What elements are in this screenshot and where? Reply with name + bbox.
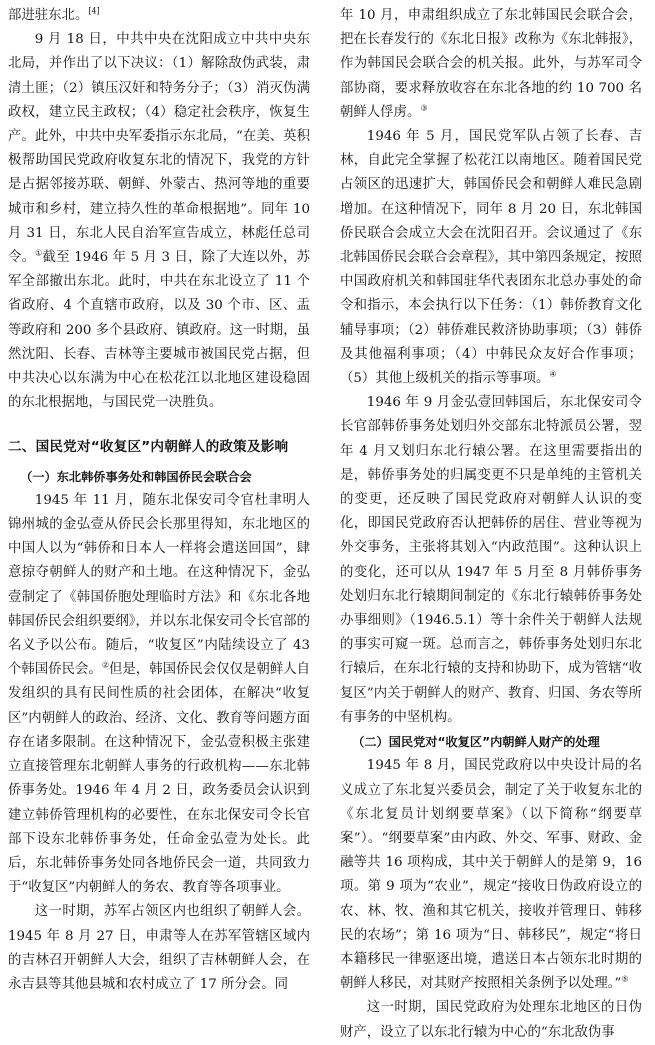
paragraph-text: 9 月 18 日，中共中央在沈阳成立中共中央东北局，并作出了以下决议：（1）解除敌伪武装，肃清土匪；（2）镇压汉奸和特务分子；（3）消灭伪满政权，建立民主政权；（4）稳定社会秩序，恢复生产。此外，中共中央军委指示东北局，“在美、英积极帮助国民党政府收复东北的情况下，我党的方针是占据邻接苏联、朝鲜、外蒙古、热河等地的重要城市和乡村，建立持久性的革命根据地”。同年 10 月 31 日，东北人民自治军宣告成立，林彪任总司令。	[8, 32, 310, 266]
paragraph-text: 截至 1946 年 5 月 3 日，除了大连以外，苏军全部撤出东北。此时，中共在东北设立了 11 个省政府、4 个直辖市政府，以及 30 个市、区、盂等政府和 200 多个县政府、镇政府。这一时期，虽然沈阳、长春、吉林等主要城市被国民党占据，但中共决心以东满为中心在松花江以北地区建设稳固的东北根据地，与国民党一决胜负。	[8, 250, 311, 411]
paragraph	[8, 489, 310, 900]
subsection-heading	[8, 465, 310, 489]
paragraph-text: 1945 年 8 月，国民党政府以中央设计局的名义成立了东北复兴委员会，制定了关于收复东北的《东北复员计划纲要草案》（以下简称“纲要草案”）。“纲要草案”由内政、外交、军事、财政、金融等共 16 项构成，其中关于朝鲜人的是第 9，16 项。第 9 项为“农业”，规定“接收日伪政府设立的农、林、牧、渔和其它机关，接收并管理日、韩移民的农场”；第 16 项为“日、韩移民”，规定“将日本籍移民一律驱逐出境，遣送日本占领东北时期的朝鲜人移民，对其财产按照相关条例予以处理。”	[340, 758, 642, 992]
footnote-marker: [4]	[88, 6, 100, 16]
footnote-marker: ③	[420, 103, 428, 113]
paragraph-text: 但是，韩国侨民会仅仅是朝鲜人自发组织的具有民间性质的社会团体，在解决“收复区”内朝鲜人的政治、经济、文化、教育等问题方面存在诸多限制。在这种情况下，金弘壹积极主张建立直接管理东北朝鲜人事务的行政机构——东北韩侨事务处。1946 年 4 月 2 日，政务委员会认识到建立韩侨管理机构的必要性，在东北保安司令长官部下设东北韩侨事务处，任命金弘壹为处长。此后，东北韩侨事务处同各地侨民会一道，共同致力于“收复区”内朝鲜人的务农、教育等各项事业。	[8, 662, 311, 896]
left-column	[8, 4, 310, 997]
footnote-marker: ⑤	[621, 974, 629, 984]
paragraph	[340, 754, 642, 996]
paragraph-continued	[340, 4, 642, 125]
paragraph	[8, 28, 310, 415]
footnote-marker: ①	[35, 248, 43, 258]
paragraph-text: （二）国民党对“收复区”内朝鲜人财产的处理	[352, 735, 600, 750]
paragraph-text: 1946 年 5 月，国民党军队占领了长春、吉林，自此完全掌握了松花江以南地区。随着国民党占领区的迅速扩大，韩国侨民会和朝鲜人难民急剧增加。在这种情况下，同年 8 月 20 日，东北韩国侨民联合会成立大会在沈阳召开。会议通过了《东北韩国侨民会联合会章程》，其中第四条规定，按照中国政府机关和韩国驻华代表团东北总办事处的命令和指示，本会执行以下任务：（1）韩侨教育文化辅导事项；（2）韩侨难民救济协助事项；（3）韩侨及其他福利事项；（4）中韩民众友好合作事项；（5）其他上级机关的指示等事项。	[340, 129, 642, 387]
section-heading	[8, 435, 310, 459]
paragraph	[340, 125, 642, 391]
paragraph-text: 二、国民党对“收复区”内朝鲜人的政策及影响	[8, 439, 289, 456]
paragraph-continued	[8, 4, 310, 28]
right-column	[340, 4, 642, 1045]
paragraph-text: 年 10 月，申肃组织成立了东北韩国民会联合会，把在长春发行的《东北日报》改称为《东北韩报》，作为韩国民会联合会的机关报。此外，与苏军司令部协商，要求释放收容在东北各地的约 10 700 名朝鲜人俘虏。	[340, 8, 642, 120]
footnote-marker: ②	[101, 660, 109, 670]
paragraph-text: 1945 年 11 月，随东北保安司令官杜聿明人锦州城的金弘壹从侨民会长那里得知，东北地区的中国人以为“韩侨和日本人一样将会遣送回国”，肆意掠夺朝鲜人的财产和土地。在这种情况下，金弘壹制定了《韩国侨胞处理临时方法》和《东北各地韩国侨民会组织要纲》，并以东北保安司令长官部的名义予以公布。随后，“收复区”内陆续设立了 43 个韩国侨民会。	[8, 492, 310, 678]
paragraph	[340, 996, 642, 1044]
paragraph	[8, 900, 310, 997]
paragraph-text: 这一时期，国民党政府为处理东北地区的日伪财产，设立了以东北行辕为中心的“东北敌伪事	[340, 1000, 642, 1040]
paragraph-text: 部进驻东北。	[8, 8, 89, 23]
footnote-marker: ④	[549, 369, 557, 379]
paragraph	[340, 391, 642, 730]
paragraph-text: （一）东北韩侨事务处和韩国侨民会联合会	[20, 469, 252, 484]
paragraph-text: 这一时期，苏军占领区内也组织了朝鲜人会。1945 年 8 月 27 日，申肃等人在苏军管辖区域内的吉林召开朝鲜人大会，组织了吉林朝鲜人会，在永吉县等其他县城和农村成立了 17 所分会。同	[8, 904, 310, 992]
paragraph-text: 1946 年 9 月金弘壹回韩国后，东北保安司令长官部韩侨事务处划归外交部东北特派员公署，翌年 4 月又划归东北行辕公署。在这里需要指出的是，韩侨事务处的归属变更不只是单纯的主管机关的变更，还反映了国民党政府对朝鲜人认识的变化，即国民党政府否认把韩侨的居住、营业等视为外交事务，主张将其划入“内政范围”。这种认识上的变化，还可以从 1947 年 5 月至 8 月韩侨事务处划归东北行辕期间制定的《东北行辕韩侨事务处办事细则》（1946.5.1）等十余件关于朝鲜人法规的事实可窥一斑。总而言之，韩侨事务处划归东北行辕后，在东北行辕的支持和协助下，成为管辖“收复区”内关于朝鲜人的财产、教育、归国、务农等所有事务的中坚机构。	[340, 395, 642, 725]
subsection-heading	[340, 730, 642, 754]
